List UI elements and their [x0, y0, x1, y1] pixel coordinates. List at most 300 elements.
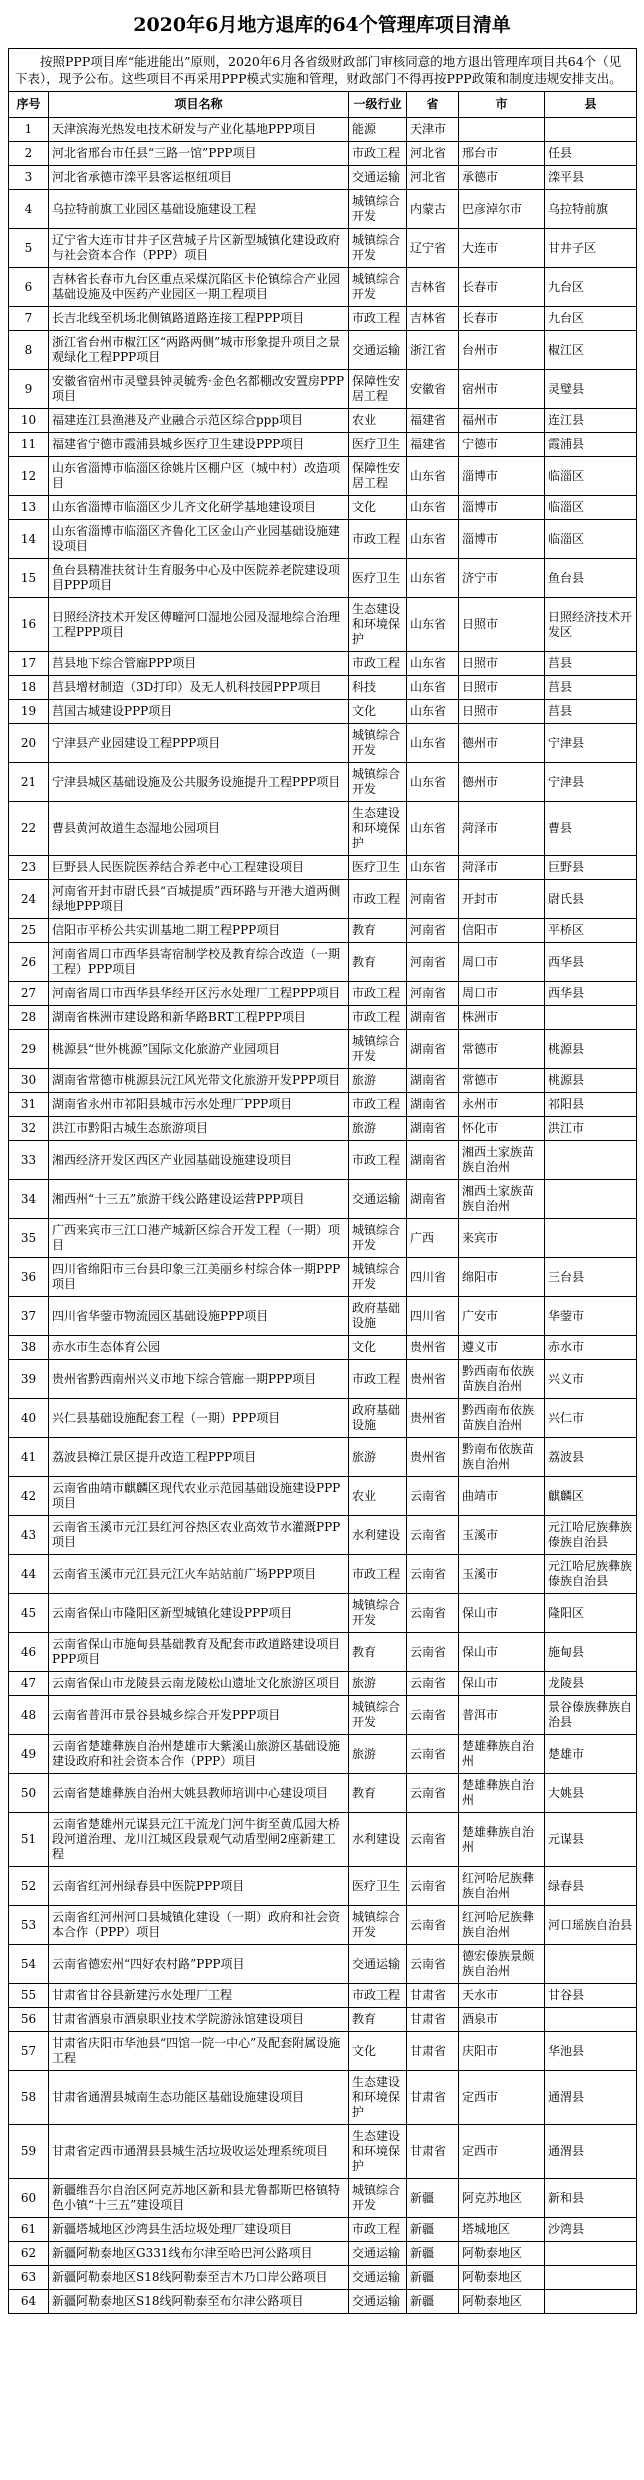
city-cell: 来宾市: [459, 1219, 545, 1258]
project-name-cell: 信阳市平桥公共实训基地二期工程PPP项目: [49, 919, 349, 943]
row-number-cell: 38: [9, 1336, 49, 1360]
industry-cell: 科技: [349, 676, 407, 700]
province-cell: 云南省: [407, 1516, 459, 1555]
province-cell: 贵州省: [407, 1360, 459, 1399]
project-name-cell: 新疆阿勒泰地区S18线阿勒泰至布尔津公路项目: [49, 2290, 349, 2314]
row-number-cell: 49: [9, 1735, 49, 1774]
industry-cell: 水利建设: [349, 1516, 407, 1555]
table-row: [9, 1477, 637, 1516]
county-cell: 华池县: [545, 2032, 637, 2071]
province-cell: 甘肃省: [407, 1984, 459, 2008]
county-cell: 施甸县: [545, 1633, 637, 1672]
province-cell: 山东省: [407, 520, 459, 559]
county-cell: 灵璧县: [545, 370, 637, 409]
industry-cell: 农业: [349, 409, 407, 433]
city-cell: 邢台市: [459, 142, 545, 166]
project-name-cell: 吉林省长春市九台区重点采煤沉陷区卡伦镇综合产业园基础设施及中医药产业园区一期工程项目: [49, 268, 349, 307]
row-number-cell: 64: [9, 2290, 49, 2314]
project-name-cell: 河南省开封市尉氏县“百城提质”西环路与开港大道两侧绿地PPP项目: [49, 880, 349, 919]
city-cell: 保山市: [459, 1672, 545, 1696]
county-cell: 鱼台县: [545, 559, 637, 598]
row-number-cell: 10: [9, 409, 49, 433]
row-number-cell: 37: [9, 1297, 49, 1336]
row-number-cell: 40: [9, 1399, 49, 1438]
row-number-cell: 58: [9, 2071, 49, 2125]
city-cell: 长春市: [459, 268, 545, 307]
row-number-cell: 46: [9, 1633, 49, 1672]
table-row: [9, 2125, 637, 2179]
industry-cell: 交通运输: [349, 2242, 407, 2266]
city-cell: 开封市: [459, 880, 545, 919]
table-row: [9, 802, 637, 856]
project-name-cell: 鱼台县精准扶贫计生育服务中心及中医院养老院建设项目PPP项目: [49, 559, 349, 598]
row-number-cell: 36: [9, 1258, 49, 1297]
city-cell: 德州市: [459, 763, 545, 802]
project-name-cell: 乌拉特前旗工业园区基础设施建设工程: [49, 190, 349, 229]
city-cell: 阿勒泰地区: [459, 2266, 545, 2290]
table-row: [9, 1297, 637, 1336]
row-number-cell: 23: [9, 856, 49, 880]
table-row: [9, 1516, 637, 1555]
industry-cell: 教育: [349, 943, 407, 982]
city-cell: 日照市: [459, 700, 545, 724]
project-name-cell: 甘肃省酒泉市酒泉职业技术学院游泳馆建设项目: [49, 2008, 349, 2032]
page-title: 2020年6月地方退库的64个管理库项目清单: [133, 14, 511, 36]
city-cell: 广安市: [459, 1297, 545, 1336]
table-row: [9, 982, 637, 1006]
industry-cell: 生态建设和环境保护: [349, 2125, 407, 2179]
table-row: [9, 1867, 637, 1906]
industry-cell: 城镇综合开发: [349, 1030, 407, 1069]
industry-cell: 保障性安居工程: [349, 457, 407, 496]
industry-cell: 城镇综合开发: [349, 229, 407, 268]
row-number-cell: 39: [9, 1360, 49, 1399]
project-name-cell: 云南省德宏州“四好农村路”PPP项目: [49, 1945, 349, 1984]
row-number-cell: 27: [9, 982, 49, 1006]
province-cell: 湖南省: [407, 1117, 459, 1141]
province-cell: 福建省: [407, 409, 459, 433]
table-row: [9, 2218, 637, 2242]
row-number-cell: 4: [9, 190, 49, 229]
row-number-cell: 35: [9, 1219, 49, 1258]
table-header-row: [9, 92, 637, 118]
county-cell: 麒麟区: [545, 1477, 637, 1516]
city-cell: 大连市: [459, 229, 545, 268]
project-name-cell: 云南省玉溪市元江县元江火车站站前广场PPP项目: [49, 1555, 349, 1594]
row-number-cell: 54: [9, 1945, 49, 1984]
table-row: [9, 2071, 637, 2125]
county-cell: [545, 1180, 637, 1219]
county-cell: [545, 1006, 637, 1030]
county-cell: 曹县: [545, 802, 637, 856]
project-name-cell: 兴仁县基础设施配套工程（一期）PPP项目: [49, 1399, 349, 1438]
row-number-cell: 42: [9, 1477, 49, 1516]
province-cell: 福建省: [407, 433, 459, 457]
table-row: [9, 2266, 637, 2290]
industry-cell: 交通运输: [349, 166, 407, 190]
industry-cell: 教育: [349, 919, 407, 943]
county-cell: 绿春县: [545, 1867, 637, 1906]
city-cell: 曲靖市: [459, 1477, 545, 1516]
county-cell: 任县: [545, 142, 637, 166]
row-number-cell: 52: [9, 1867, 49, 1906]
city-cell: 黔西南布依族苗族自治州: [459, 1399, 545, 1438]
province-cell: 河南省: [407, 982, 459, 1006]
project-name-cell: 甘肃省通渭县城南生态功能区基础设施建设项目: [49, 2071, 349, 2125]
table-row: [9, 1399, 637, 1438]
project-name-cell: 云南省保山市施甸县基础教育及配套市政道路建设项目PPP项目: [49, 1633, 349, 1672]
table-row: [9, 2179, 637, 2218]
county-cell: 日照经济技术开发区: [545, 598, 637, 652]
row-number-cell: 26: [9, 943, 49, 982]
city-cell: 酒泉市: [459, 2008, 545, 2032]
industry-cell: 城镇综合开发: [349, 1258, 407, 1297]
industry-cell: 文化: [349, 2032, 407, 2071]
industry-cell: 城镇综合开发: [349, 1696, 407, 1735]
county-cell: 乌拉特前旗: [545, 190, 637, 229]
row-number-cell: 30: [9, 1069, 49, 1093]
province-cell: 河南省: [407, 880, 459, 919]
row-number-cell: 19: [9, 700, 49, 724]
county-cell: 巨野县: [545, 856, 637, 880]
city-cell: 福州市: [459, 409, 545, 433]
province-cell: 湖南省: [407, 1180, 459, 1219]
table-row: [9, 763, 637, 802]
header-city: 市: [459, 92, 545, 118]
county-cell: 平桥区: [545, 919, 637, 943]
county-cell: 临淄区: [545, 457, 637, 496]
project-name-cell: 四川省华蓥市物流园区基础设施PPP项目: [49, 1297, 349, 1336]
industry-cell: 城镇综合开发: [349, 1219, 407, 1258]
table-row: [9, 370, 637, 409]
project-name-cell: 新疆塔城地区沙湾县生活垃圾处理厂建设项目: [49, 2218, 349, 2242]
table-row: [9, 1141, 637, 1180]
province-cell: 湖南省: [407, 1093, 459, 1117]
county-cell: 霞浦县: [545, 433, 637, 457]
city-cell: 信阳市: [459, 919, 545, 943]
city-cell: 楚雄彝族自治州: [459, 1735, 545, 1774]
province-cell: 湖南省: [407, 1030, 459, 1069]
province-cell: 山东省: [407, 802, 459, 856]
county-cell: 荔波县: [545, 1438, 637, 1477]
county-cell: 莒县: [545, 652, 637, 676]
industry-cell: 旅游: [349, 1672, 407, 1696]
city-cell: 菏泽市: [459, 856, 545, 880]
project-name-cell: 河北省邢台市任县“三路一馆”PPP项目: [49, 142, 349, 166]
city-cell: 普洱市: [459, 1696, 545, 1735]
table-row: [9, 2290, 637, 2314]
province-cell: 山东省: [407, 457, 459, 496]
project-name-cell: 甘肃省庆阳市华池县“四馆一院一中心”及配套附属设施工程: [49, 2032, 349, 2071]
project-name-cell: 湘西州“十三五”旅游干线公路建设运营PPP项目: [49, 1180, 349, 1219]
row-number-cell: 28: [9, 1006, 49, 1030]
province-cell: 四川省: [407, 1297, 459, 1336]
project-name-cell: 广西来宾市三江口港产城新区综合开发工程（一期）项目: [49, 1219, 349, 1258]
province-cell: 山东省: [407, 559, 459, 598]
industry-cell: 文化: [349, 700, 407, 724]
industry-cell: 交通运输: [349, 1180, 407, 1219]
city-cell: 株洲市: [459, 1006, 545, 1030]
row-number-cell: 15: [9, 559, 49, 598]
province-cell: 甘肃省: [407, 2071, 459, 2125]
header-county: 县: [545, 92, 637, 118]
project-name-cell: 云南省红河州河口县城镇化建设（一期）政府和社会资本合作（PPP）项目: [49, 1906, 349, 1945]
province-cell: 云南省: [407, 1945, 459, 1984]
city-cell: 淄博市: [459, 496, 545, 520]
city-cell: 淄博市: [459, 520, 545, 559]
row-number-cell: 9: [9, 370, 49, 409]
row-number-cell: 5: [9, 229, 49, 268]
industry-cell: 政府基础设施: [349, 1399, 407, 1438]
row-number-cell: 57: [9, 2032, 49, 2071]
project-name-cell: 桃源县“世外桃源”国际文化旅游产业园项目: [49, 1030, 349, 1069]
city-cell: 楚雄彝族自治州: [459, 1813, 545, 1867]
city-cell: 日照市: [459, 652, 545, 676]
county-cell: 九台区: [545, 307, 637, 331]
row-number-cell: 60: [9, 2179, 49, 2218]
province-cell: 云南省: [407, 1813, 459, 1867]
project-name-cell: 云南省曲靖市麒麟区现代农业示范园基础设施建设PPP项目: [49, 1477, 349, 1516]
province-cell: 河北省: [407, 142, 459, 166]
industry-cell: 市政工程: [349, 2218, 407, 2242]
row-number-cell: 3: [9, 166, 49, 190]
industry-cell: 旅游: [349, 1735, 407, 1774]
project-name-cell: 山东省淄博市临淄区齐鲁化工区金山产业园基础设施建设项目: [49, 520, 349, 559]
table-row: [9, 1555, 637, 1594]
project-name-cell: 莒县增材制造（3D打印）及无人机科技园PPP项目: [49, 676, 349, 700]
row-number-cell: 13: [9, 496, 49, 520]
table-row: [9, 229, 637, 268]
row-number-cell: 2: [9, 142, 49, 166]
county-cell: 西华县: [545, 982, 637, 1006]
project-name-cell: 河北省承德市滦平县客运枢纽项目: [49, 166, 349, 190]
table-row: [9, 166, 637, 190]
province-cell: 广西: [407, 1219, 459, 1258]
province-cell: 湖南省: [407, 1006, 459, 1030]
industry-cell: 市政工程: [349, 1141, 407, 1180]
province-cell: 四川省: [407, 1258, 459, 1297]
city-cell: 阿勒泰地区: [459, 2290, 545, 2314]
county-cell: 宁津县: [545, 763, 637, 802]
county-cell: 桃源县: [545, 1030, 637, 1069]
county-cell: 椒江区: [545, 331, 637, 370]
project-name-cell: 河南省周口市西华县华经开区污水处理厂工程PPP项目: [49, 982, 349, 1006]
row-number-cell: 51: [9, 1813, 49, 1867]
industry-cell: 保障性安居工程: [349, 370, 407, 409]
table-row: [9, 919, 637, 943]
county-cell: 兴仁市: [545, 1399, 637, 1438]
industry-cell: 生态建设和环境保护: [349, 598, 407, 652]
project-name-cell: 湖南省常德市桃源县沅江风光带文化旅游开发PPP项目: [49, 1069, 349, 1093]
province-cell: 新疆: [407, 2290, 459, 2314]
city-cell: 德州市: [459, 724, 545, 763]
industry-cell: 城镇综合开发: [349, 724, 407, 763]
project-name-cell: 云南省红河州绿春县中医院PPP项目: [49, 1867, 349, 1906]
row-number-cell: 61: [9, 2218, 49, 2242]
row-number-cell: 29: [9, 1030, 49, 1069]
province-cell: 河南省: [407, 943, 459, 982]
table-row: [9, 652, 637, 676]
industry-cell: 城镇综合开发: [349, 2179, 407, 2218]
industry-cell: 教育: [349, 1774, 407, 1813]
row-number-cell: 62: [9, 2242, 49, 2266]
county-cell: 滦平县: [545, 166, 637, 190]
project-name-cell: 山东省淄博市临淄区徐姚片区棚户区（城中村）改造项目: [49, 457, 349, 496]
table-row: [9, 307, 637, 331]
city-cell: 定西市: [459, 2125, 545, 2179]
industry-cell: 医疗卫生: [349, 856, 407, 880]
project-name-cell: 四川省绵阳市三台县印象三江美丽乡村综合体一期PPP项目: [49, 1258, 349, 1297]
province-cell: 山东省: [407, 598, 459, 652]
industry-cell: 医疗卫生: [349, 559, 407, 598]
province-cell: 云南省: [407, 1774, 459, 1813]
province-cell: 山东省: [407, 676, 459, 700]
industry-cell: 市政工程: [349, 1093, 407, 1117]
table-row: [9, 1633, 637, 1672]
province-cell: 山东省: [407, 496, 459, 520]
industry-cell: 医疗卫生: [349, 1867, 407, 1906]
county-cell: [545, 2266, 637, 2290]
table-row: [9, 880, 637, 919]
table-row: [9, 268, 637, 307]
city-cell: 常德市: [459, 1069, 545, 1093]
county-cell: [545, 1945, 637, 1984]
table-row: [9, 1696, 637, 1735]
industry-cell: 旅游: [349, 1117, 407, 1141]
province-cell: 山东省: [407, 763, 459, 802]
province-cell: 河南省: [407, 919, 459, 943]
table-row: [9, 1906, 637, 1945]
industry-cell: 农业: [349, 1477, 407, 1516]
city-cell: 黔南布依族苗族自治州: [459, 1438, 545, 1477]
project-name-cell: 云南省楚雄彝族自治州楚雄市大紫溪山旅游区基础设施建设政府和社会资本合作（PPP）项目: [49, 1735, 349, 1774]
province-cell: 湖南省: [407, 1069, 459, 1093]
row-number-cell: 17: [9, 652, 49, 676]
province-cell: 甘肃省: [407, 2032, 459, 2071]
province-cell: 云南省: [407, 1477, 459, 1516]
industry-cell: 交通运输: [349, 331, 407, 370]
province-cell: 山东省: [407, 724, 459, 763]
city-cell: 黔西南布依族苗族自治州: [459, 1360, 545, 1399]
row-number-cell: 44: [9, 1555, 49, 1594]
row-number-cell: 25: [9, 919, 49, 943]
table-row: [9, 1774, 637, 1813]
industry-cell: 市政工程: [349, 1006, 407, 1030]
row-number-cell: 34: [9, 1180, 49, 1219]
province-cell: 吉林省: [407, 268, 459, 307]
city-cell: 天水市: [459, 1984, 545, 2008]
industry-cell: 政府基础设施: [349, 1297, 407, 1336]
row-number-cell: 43: [9, 1516, 49, 1555]
industry-cell: 市政工程: [349, 520, 407, 559]
city-cell: 巴彦淖尔市: [459, 190, 545, 229]
industry-cell: 市政工程: [349, 652, 407, 676]
project-name-cell: 宁津县城区基础设施及公共服务设施提升工程PPP项目: [49, 763, 349, 802]
project-name-cell: 巨野县人民医院医养结合养老中心工程建设项目: [49, 856, 349, 880]
county-cell: [545, 1219, 637, 1258]
city-cell: 德宏傣族景颇族自治州: [459, 1945, 545, 1984]
project-name-cell: 福建连江县渔港及产业融合示范区综合ppp项目: [49, 409, 349, 433]
city-cell: 红河哈尼族彝族自治州: [459, 1906, 545, 1945]
table-row: [9, 118, 637, 142]
project-name-cell: 天津滨海光热发电技术研发与产业化基地PPP项目: [49, 118, 349, 142]
project-name-cell: 云南省保山市隆阳区新型城镇化建设PPP项目: [49, 1594, 349, 1633]
table-row: [9, 1117, 637, 1141]
row-number-cell: 12: [9, 457, 49, 496]
project-name-cell: 辽宁省大连市甘井子区营城子片区新型城镇化建设政府与社会资本合作（PPP）项目: [49, 229, 349, 268]
industry-cell: 市政工程: [349, 880, 407, 919]
table-row: [9, 1594, 637, 1633]
row-number-cell: 53: [9, 1906, 49, 1945]
table-row: [9, 433, 637, 457]
province-cell: 云南省: [407, 1906, 459, 1945]
row-number-cell: 1: [9, 118, 49, 142]
industry-cell: 能源: [349, 118, 407, 142]
province-cell: 贵州省: [407, 1438, 459, 1477]
industry-cell: 生态建设和环境保护: [349, 802, 407, 856]
county-cell: [545, 2290, 637, 2314]
city-cell: 菏泽市: [459, 802, 545, 856]
county-cell: 楚雄市: [545, 1735, 637, 1774]
industry-cell: 水利建设: [349, 1813, 407, 1867]
row-number-cell: 20: [9, 724, 49, 763]
province-cell: 天津市: [407, 118, 459, 142]
industry-cell: 市政工程: [349, 307, 407, 331]
project-name-cell: 长吉北线至机场北侧镇路道路连接工程PPP项目: [49, 307, 349, 331]
industry-cell: 交通运输: [349, 1945, 407, 1984]
county-cell: 莒县: [545, 676, 637, 700]
project-name-cell: 日照经济技术开发区傅疃河口湿地公园及湿地综合治理工程PPP项目: [49, 598, 349, 652]
table-row: [9, 409, 637, 433]
province-cell: 甘肃省: [407, 2008, 459, 2032]
industry-cell: 文化: [349, 1336, 407, 1360]
project-name-cell: 荔波县樟江景区提升改造工程PPP项目: [49, 1438, 349, 1477]
city-cell: 周口市: [459, 943, 545, 982]
table-row: [9, 1006, 637, 1030]
county-cell: [545, 1141, 637, 1180]
county-cell: 九台区: [545, 268, 637, 307]
city-cell: 湘西土家族苗族自治州: [459, 1180, 545, 1219]
industry-cell: 文化: [349, 496, 407, 520]
city-cell: [459, 118, 545, 142]
table-row: [9, 1030, 637, 1069]
row-number-cell: 56: [9, 2008, 49, 2032]
industry-cell: 城镇综合开发: [349, 1906, 407, 1945]
county-cell: 祁阳县: [545, 1093, 637, 1117]
row-number-cell: 7: [9, 307, 49, 331]
province-cell: 内蒙古: [407, 190, 459, 229]
table-row: [9, 1336, 637, 1360]
project-table: [8, 48, 637, 2314]
table-row: [9, 1093, 637, 1117]
project-name-cell: 曹县黄河故道生态湿地公园项目: [49, 802, 349, 856]
industry-cell: 市政工程: [349, 982, 407, 1006]
row-number-cell: 6: [9, 268, 49, 307]
industry-cell: 交通运输: [349, 2266, 407, 2290]
industry-cell: 旅游: [349, 1069, 407, 1093]
industry-cell: 医疗卫生: [349, 433, 407, 457]
project-name-cell: 湖南省株洲市建设路和新华路BRT工程PPP项目: [49, 1006, 349, 1030]
project-name-cell: 云南省楚雄州元谋县元江干流龙门河牛街至黄瓜园大桥段河道治理、龙川江城区段景观气动盾型闸2座新建工程: [49, 1813, 349, 1867]
row-number-cell: 16: [9, 598, 49, 652]
province-cell: 浙江省: [407, 331, 459, 370]
project-name-cell: 云南省普洱市景谷县城乡综合开发PPP项目: [49, 1696, 349, 1735]
county-cell: 甘井子区: [545, 229, 637, 268]
county-cell: 景谷傣族彝族自治县: [545, 1696, 637, 1735]
county-cell: 元谋县: [545, 1813, 637, 1867]
table-row: [9, 1069, 637, 1093]
province-cell: 云南省: [407, 1672, 459, 1696]
